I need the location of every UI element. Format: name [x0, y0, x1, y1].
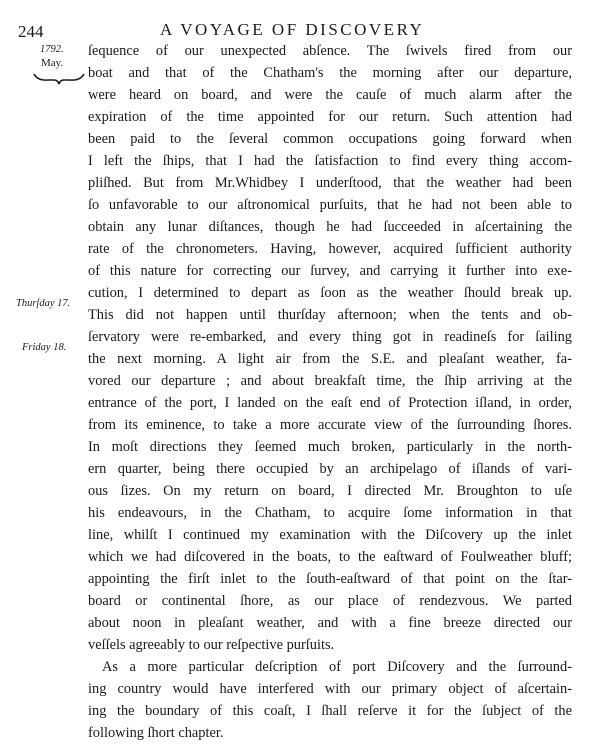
text-line: ſo unfavorable to our aſtronomical purſuits, that he had not been able to: [88, 197, 572, 213]
text-line: obtain any lunar diſtances, though he had ſucceeded in aſcertaining the: [88, 219, 572, 235]
text-line: of this nature for correcting our ſurvey, and carrying it further into exe-: [88, 263, 572, 279]
text-line: entrance of the port, I landed on the eaſt end of Protection iſland, in order,: [88, 395, 572, 411]
text-line: following ſhort chapter.: [88, 725, 224, 741]
text-line: This did not happen until thurſday afternoon; when the tents and ob-: [88, 307, 572, 323]
body-text: [88, 40, 572, 744]
text-line: were heard on board, and were the cauſe of much alarm after the: [88, 87, 572, 103]
text-line: ing country would have interfered with our primary object of aſcertain-: [88, 681, 572, 697]
text-line: ſequence of our unexpected abſence. The ſwivels fired from our: [88, 43, 572, 59]
text-line: ſervatory were re-embarked, and every thing got in readineſs for ſailing: [88, 329, 572, 345]
text-line: I left the ſhips, that I had the ſatisfaction to find every thing accom-: [88, 153, 572, 169]
margin-month: May.: [41, 57, 64, 69]
margin-note-thursday: Thurſday 17.: [16, 298, 71, 309]
text-line: vored our departure ; and about breakfaſt time, the ſhip arriving at the: [88, 373, 572, 389]
page-number: 244: [18, 22, 44, 41]
text-line: veſſels agreeably to our reſpective purſuits.: [88, 637, 335, 653]
brace-ornament: [32, 72, 86, 86]
text-line: which we had diſcovered in the boats, to the eaſtward of Foulweather bluff;: [88, 549, 572, 565]
text-line: rate of the chronometers. Having, however, acquired ſufficient authority: [88, 241, 572, 257]
text-line: about noon in pleaſant weather, and with a fine breeze directed our: [88, 615, 572, 631]
margin-note-friday: Friday 18.: [22, 342, 67, 353]
text-line: ern quarter, being there occupied by an archipelago of iſlands of vari-: [88, 461, 572, 477]
text-line: line, whilſt I continued my examination with the Diſcovery up the inlet: [88, 527, 572, 543]
text-line: As a more particular deſcription of port Diſcovery and the ſurround-: [102, 659, 572, 675]
text-line: the next morning. A light air from the S.E. and pleaſant weather, fa-: [88, 351, 572, 367]
text-line: pliſhed. But from Mr.Whidbey I underſtood, that the weather had been: [88, 175, 572, 191]
text-line: his endeavours, in the Chatham, to acquire ſome information in that: [88, 505, 572, 521]
margin-year: 1792.: [40, 44, 64, 55]
text-line: expiration of the time appointed for our return. Such attention had: [88, 109, 572, 125]
text-line: board or continental ſhore, as our place of rendezvous. We parted: [88, 593, 572, 609]
text-line: ing the boundary of this coaſt, I ſhall reſerve it for the ſubject of the: [88, 703, 572, 719]
text-line: ous ſizes. On my return on board, I directed Mr. Broughton to uſe: [88, 483, 572, 499]
text-line: from its eminence, to take a more accurate view of the ſurrounding ſhores.: [88, 417, 572, 433]
text-line: boat and that of the Chatham's the morning after our departure,: [88, 65, 572, 81]
running-head: A VOYAGE OF DISCOVERY: [160, 20, 425, 39]
text-line: been paid to the ſeveral common occupations going forward when: [88, 131, 572, 147]
text-line: In moſt directions they ſeemed much broken, particularly in the north-: [88, 439, 572, 455]
text-line: appointing the firſt inlet to the ſouth-eaſtward of that point on the ſtar-: [88, 571, 572, 587]
text-line: cution, I determined to depart as ſoon as the weather ſhould break up.: [88, 285, 572, 301]
